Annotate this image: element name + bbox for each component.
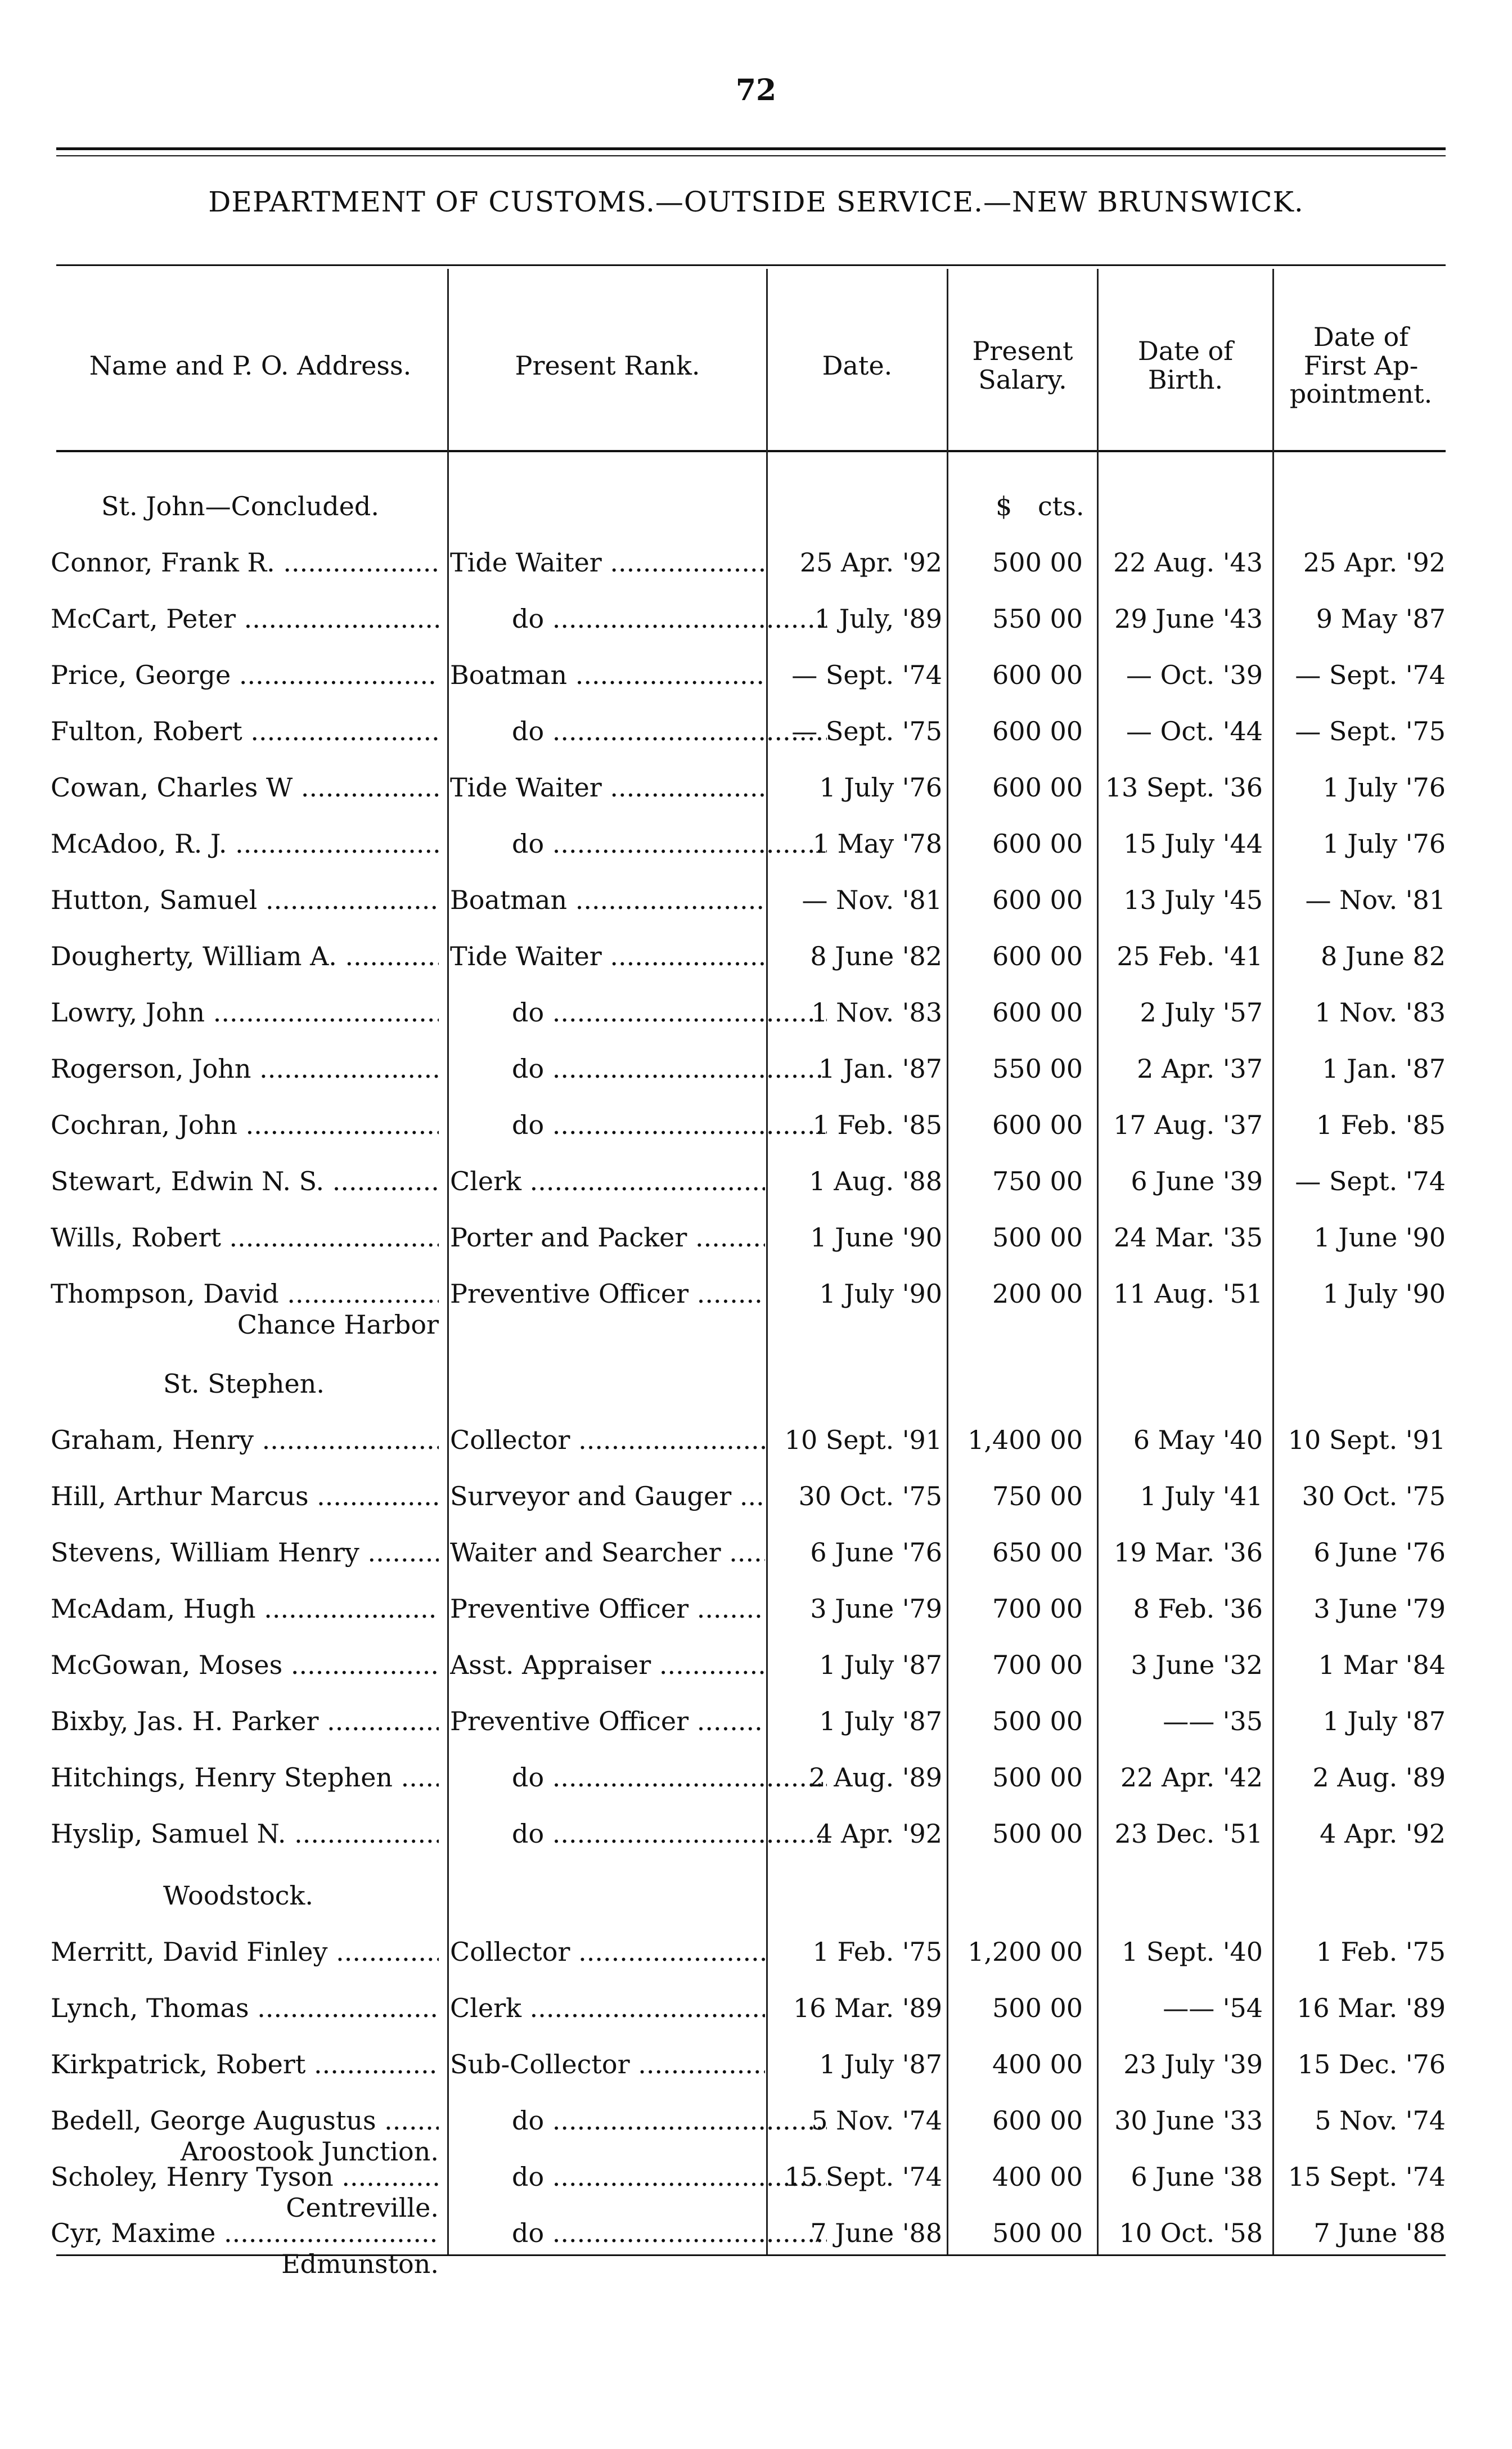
table-row	[0, 872, 1512, 928]
employee-name: Lynch, Thomas .....	[51, 1980, 439, 2036]
employee-name: Scholey, Henry Tyson .....	[51, 2149, 439, 2205]
post-office-address: Edmunston.	[281, 2249, 439, 2279]
table-row	[0, 2036, 1512, 2092]
date-of-birth: 3 June '32	[1131, 1650, 1263, 1680]
section-heading: St. John—Concluded.	[101, 491, 379, 521]
employee-name: McAdoo, R. J. .....	[51, 816, 439, 872]
employee-name: Rogerson, John .....	[51, 1041, 439, 1097]
date-of-birth: 22 Aug. '43	[1113, 547, 1263, 578]
table-row	[0, 1524, 1512, 1581]
employee-name: Bixby, Jas. H. Parker .....	[51, 1693, 439, 1749]
salary-dollar-sign: $	[996, 491, 1012, 521]
present-salary: 650 00	[992, 1537, 1083, 1568]
date-of-birth: 19 Mar. '36	[1113, 1537, 1263, 1568]
table-row	[0, 984, 1512, 1041]
present-rank: Asst. Appraiser .....	[450, 1637, 765, 1693]
first-appointment-date: 1 June '90	[1313, 1222, 1446, 1253]
present-salary: 750 00	[992, 1481, 1083, 1511]
date-of-birth: 29 June '43	[1114, 604, 1263, 634]
employee-name: Wills, Robert .....	[51, 1209, 439, 1266]
present-rank: Preventive Officer .....	[450, 1693, 765, 1749]
table-row	[0, 1468, 1512, 1524]
rank-date: — Sept. '75	[791, 716, 942, 746]
table-row	[0, 1581, 1512, 1637]
header-bottom-rule	[56, 450, 1446, 452]
first-appointment-date: 10 Sept. '91	[1288, 1425, 1446, 1455]
present-salary: 600 00	[992, 885, 1083, 915]
rank-date: 10 Sept. '91	[784, 1425, 942, 1455]
rank-date: 15 Sept. '74	[784, 2162, 942, 2192]
date-of-birth: —— '35	[1163, 1706, 1263, 1736]
post-office-address: Chance Harbor	[237, 1309, 439, 1340]
salary-cents-label: cts.	[1038, 491, 1084, 521]
date-of-birth: 17 Aug. '37	[1113, 1110, 1263, 1140]
present-salary: 500 00	[992, 1993, 1083, 2023]
rank-date: 3 June '79	[810, 1593, 942, 1624]
first-appointment-date: 1 July '76	[1322, 772, 1446, 803]
table-row	[0, 1749, 1512, 1806]
date-of-birth: 13 July '45	[1123, 885, 1263, 915]
table-row	[0, 1980, 1512, 2036]
present-salary: 600 00	[992, 772, 1083, 803]
employee-name: Hitchings, Henry Stephen .....	[51, 1749, 439, 1806]
first-appointment-date: 1 Feb. '85	[1316, 1110, 1446, 1140]
date-of-birth: 11 Aug. '51	[1113, 1278, 1263, 1309]
present-rank: Surveyor and Gauger .....	[450, 1468, 765, 1524]
present-rank: Tide Waiter .....	[450, 759, 765, 816]
present-salary: 500 00	[992, 1762, 1083, 1793]
rank-date: 30 Oct. '75	[798, 1481, 942, 1511]
employee-name: McAdam, Hugh .....	[51, 1581, 439, 1637]
table-row	[0, 759, 1512, 816]
table-row	[0, 816, 1512, 872]
present-salary: 500 00	[992, 2218, 1083, 2248]
header-salary: Present Salary.	[972, 336, 1073, 395]
table-row	[0, 534, 1512, 591]
first-appointment-date: 1 July '90	[1322, 1278, 1446, 1309]
rank-date: 1 Nov. '83	[811, 997, 942, 1028]
present-rank: do .....	[450, 1097, 827, 1153]
present-salary: 600 00	[992, 1110, 1083, 1140]
present-rank: Tide Waiter .....	[450, 928, 765, 984]
present-rank: do .....	[450, 984, 827, 1041]
present-rank: do .....	[450, 2149, 827, 2205]
present-rank: Collector .....	[450, 1412, 765, 1468]
employee-name: Thompson, David .....	[51, 1266, 439, 1322]
page-number: 72	[735, 73, 777, 107]
present-rank: Tide Waiter .....	[450, 534, 765, 591]
first-appointment-date: 25 Apr. '92	[1303, 547, 1446, 578]
rank-date: 1 July '87	[819, 1650, 942, 1680]
present-salary: 1,400 00	[968, 1425, 1083, 1455]
date-of-birth: 23 Dec. '51	[1114, 1818, 1263, 1849]
date-of-birth: 23 July '39	[1123, 2049, 1263, 2079]
present-salary: 700 00	[992, 1593, 1083, 1624]
present-rank: do .....	[450, 591, 827, 647]
employee-name: McGowan, Moses .....	[51, 1637, 439, 1693]
date-of-birth: 30 June '33	[1114, 2105, 1263, 2136]
date-of-birth: 8 Feb. '36	[1133, 1593, 1263, 1624]
employee-name: Kirkpatrick, Robert .....	[51, 2036, 439, 2092]
header-birth: Date of Birth.	[1137, 336, 1234, 395]
present-rank: Clerk .....	[450, 1980, 765, 2036]
first-appointment-date: 8 June 82	[1321, 941, 1446, 971]
present-salary: 550 00	[992, 604, 1083, 634]
date-of-birth: — Oct. '39	[1126, 660, 1263, 690]
table-row	[0, 1924, 1512, 1980]
table-row	[0, 1412, 1512, 1468]
table-row	[0, 928, 1512, 984]
table-row	[0, 1693, 1512, 1749]
rank-date: 7 June '88	[810, 2218, 942, 2248]
rank-date: 1 June '90	[810, 1222, 942, 1253]
present-salary: 600 00	[992, 716, 1083, 746]
header-first-appointment: Date of First Ap- pointment.	[1289, 322, 1433, 409]
table-row	[0, 647, 1512, 703]
section-heading: St. Stephen.	[163, 1368, 325, 1399]
rank-date: 1 Aug. '88	[809, 1166, 942, 1196]
rank-date: 16 Mar. '89	[793, 1993, 942, 2023]
rank-date: 1 Jan. '87	[818, 1054, 942, 1084]
rank-date: — Sept. '74	[791, 660, 942, 690]
rank-date: 4 Apr. '92	[816, 1818, 942, 1849]
present-rank: Waiter and Searcher .....	[450, 1524, 765, 1581]
date-of-birth: 2 Apr. '37	[1137, 1054, 1263, 1084]
rank-date: 1 July '76	[819, 772, 942, 803]
top-rule-thin	[56, 155, 1446, 156]
date-of-birth: 2 July '57	[1140, 997, 1263, 1028]
present-rank: Boatman .....	[450, 647, 765, 703]
first-appointment-date: 16 Mar. '89	[1296, 1993, 1446, 2023]
employee-name: Merritt, David Finley .....	[51, 1924, 439, 1980]
present-salary: 500 00	[992, 1706, 1083, 1736]
first-appointment-date: 1 Nov. '83	[1315, 997, 1446, 1028]
header-date: Date.	[822, 350, 893, 381]
employee-name: Price, George .....	[51, 647, 439, 703]
rank-date: 1 July '87	[819, 1706, 942, 1736]
present-salary: 750 00	[992, 1166, 1083, 1196]
date-of-birth: — Oct. '44	[1126, 716, 1263, 746]
date-of-birth: 13 Sept. '36	[1105, 772, 1263, 803]
first-appointment-date: — Nov. '81	[1305, 885, 1446, 915]
present-salary: 500 00	[992, 1222, 1083, 1253]
first-appointment-date: — Sept. '75	[1295, 716, 1446, 746]
employee-name: Hutton, Samuel .....	[51, 872, 439, 928]
present-rank: Collector .....	[450, 1924, 765, 1980]
present-rank: do .....	[450, 1806, 827, 1862]
first-appointment-date: — Sept. '74	[1295, 1166, 1446, 1196]
rank-date: — Nov. '81	[802, 885, 942, 915]
employee-name: Lowry, John .....	[51, 984, 439, 1041]
header-name: Name and P. O. Address.	[89, 350, 412, 381]
present-salary: 1,200 00	[968, 1937, 1083, 1967]
table-row	[0, 1637, 1512, 1693]
table-row	[0, 1041, 1512, 1097]
employee-name: Fulton, Robert .....	[51, 703, 439, 759]
table-row	[0, 591, 1512, 647]
rank-date: 8 June '82	[810, 941, 942, 971]
rank-date: 1 July '90	[819, 1278, 942, 1309]
date-of-birth: 6 May '40	[1133, 1425, 1263, 1455]
present-salary: 400 00	[992, 2162, 1083, 2192]
present-salary: 600 00	[992, 941, 1083, 971]
date-of-birth: 24 Mar. '35	[1113, 1222, 1263, 1253]
first-appointment-date: 30 Oct. '75	[1302, 1481, 1446, 1511]
present-rank: Preventive Officer .....	[450, 1266, 765, 1322]
present-salary: 600 00	[992, 660, 1083, 690]
present-rank: Sub-Collector .....	[450, 2036, 765, 2092]
present-salary: 550 00	[992, 1054, 1083, 1084]
first-appointment-date: 1 Jan. '87	[1322, 1054, 1446, 1084]
first-appointment-date: 9 May '87	[1316, 604, 1446, 634]
present-rank: do .....	[450, 1749, 827, 1806]
first-appointment-date: 2 Aug. '89	[1312, 1762, 1446, 1793]
first-appointment-date: 15 Dec. '76	[1297, 2049, 1446, 2079]
rank-date: 1 May '78	[812, 829, 942, 859]
employee-name: Stevens, William Henry .....	[51, 1524, 439, 1581]
first-appointment-date: 5 Nov. '74	[1315, 2105, 1446, 2136]
date-of-birth: 10 Oct. '58	[1119, 2218, 1263, 2248]
date-of-birth: 22 Apr. '42	[1120, 1762, 1263, 1793]
date-of-birth: —— '54	[1163, 1993, 1263, 2023]
employee-name: Hyslip, Samuel N. .....	[51, 1806, 439, 1862]
rank-date: 6 June '76	[810, 1537, 942, 1568]
date-of-birth: 6 June '38	[1131, 2162, 1263, 2192]
present-rank: Boatman .....	[450, 872, 765, 928]
table-row	[0, 1806, 1512, 1862]
rank-date: 5 Nov. '74	[811, 2105, 942, 2136]
date-of-birth: 1 July '41	[1140, 1481, 1263, 1511]
date-of-birth: 1 Sept. '40	[1122, 1937, 1263, 1967]
present-rank: do .....	[450, 2092, 827, 2149]
first-appointment-date: 15 Sept. '74	[1288, 2162, 1446, 2192]
rank-date: 1 July '87	[819, 2049, 942, 2079]
present-salary: 500 00	[992, 547, 1083, 578]
first-appointment-date: — Sept. '74	[1295, 660, 1446, 690]
table-row	[0, 1097, 1512, 1153]
present-rank: do .....	[450, 703, 827, 759]
present-salary: 700 00	[992, 1650, 1083, 1680]
section-heading: Woodstock.	[163, 1880, 314, 1911]
present-salary: 600 00	[992, 829, 1083, 859]
present-salary: 200 00	[992, 1278, 1083, 1309]
header-rank: Present Rank.	[515, 350, 700, 381]
employee-name: Graham, Henry .....	[51, 1412, 439, 1468]
date-of-birth: 15 July '44	[1123, 829, 1263, 859]
table-row	[0, 1209, 1512, 1266]
present-salary: 400 00	[992, 2049, 1083, 2079]
first-appointment-date: 7 June '88	[1313, 2218, 1446, 2248]
employee-name: Cowan, Charles W .....	[51, 759, 439, 816]
header-rule	[56, 264, 1446, 266]
employee-name: Cochran, John .....	[51, 1097, 439, 1153]
present-rank: Preventive Officer .....	[450, 1581, 765, 1637]
employee-name: Stewart, Edwin N. S. .....	[51, 1153, 439, 1209]
rank-date: 25 Apr. '92	[799, 547, 942, 578]
present-salary: 600 00	[992, 2105, 1083, 2136]
rank-date: 1 July, '89	[814, 604, 942, 634]
table-row	[0, 703, 1512, 759]
employee-name: McCart, Peter .....	[51, 591, 439, 647]
employee-name: Hill, Arthur Marcus .....	[51, 1468, 439, 1524]
employee-name: Connor, Frank R. .....	[51, 534, 439, 591]
present-rank: do .....	[450, 2205, 827, 2261]
first-appointment-date: 6 June '76	[1313, 1537, 1446, 1568]
present-rank: Clerk .....	[450, 1153, 765, 1209]
rank-date: 1 Feb. '85	[812, 1110, 942, 1140]
present-salary: 500 00	[992, 1818, 1083, 1849]
page-title: DEPARTMENT OF CUSTOMS.—OUTSIDE SERVICE.—NEW BRUNSWICK.	[208, 186, 1304, 218]
date-of-birth: 25 Feb. '41	[1117, 941, 1263, 971]
date-of-birth: 6 June '39	[1131, 1166, 1263, 1196]
post-office-address: Aroostook Junction.	[180, 2136, 439, 2167]
employee-name: Dougherty, William A. .....	[51, 928, 439, 984]
employee-name: Bedell, George Augustus .....	[51, 2092, 439, 2149]
rank-date: 1 Feb. '75	[812, 1937, 942, 1967]
post-office-address: Centreville.	[286, 2193, 439, 2223]
first-appointment-date: 1 July '87	[1322, 1706, 1446, 1736]
first-appointment-date: 1 Mar '84	[1318, 1650, 1446, 1680]
employee-name: Cyr, Maxime .....	[51, 2205, 439, 2261]
table-row	[0, 1153, 1512, 1209]
top-rule	[56, 147, 1446, 150]
present-rank: do .....	[450, 1041, 827, 1097]
first-appointment-date: 1 Feb. '75	[1316, 1937, 1446, 1967]
present-rank: Porter and Packer .....	[450, 1209, 765, 1266]
first-appointment-date: 3 June '79	[1313, 1593, 1446, 1624]
rank-date: 2 Aug. '89	[809, 1762, 942, 1793]
present-rank: do .....	[450, 816, 827, 872]
first-appointment-date: 4 Apr. '92	[1320, 1818, 1446, 1849]
first-appointment-date: 1 July '76	[1322, 829, 1446, 859]
present-salary: 600 00	[992, 997, 1083, 1028]
